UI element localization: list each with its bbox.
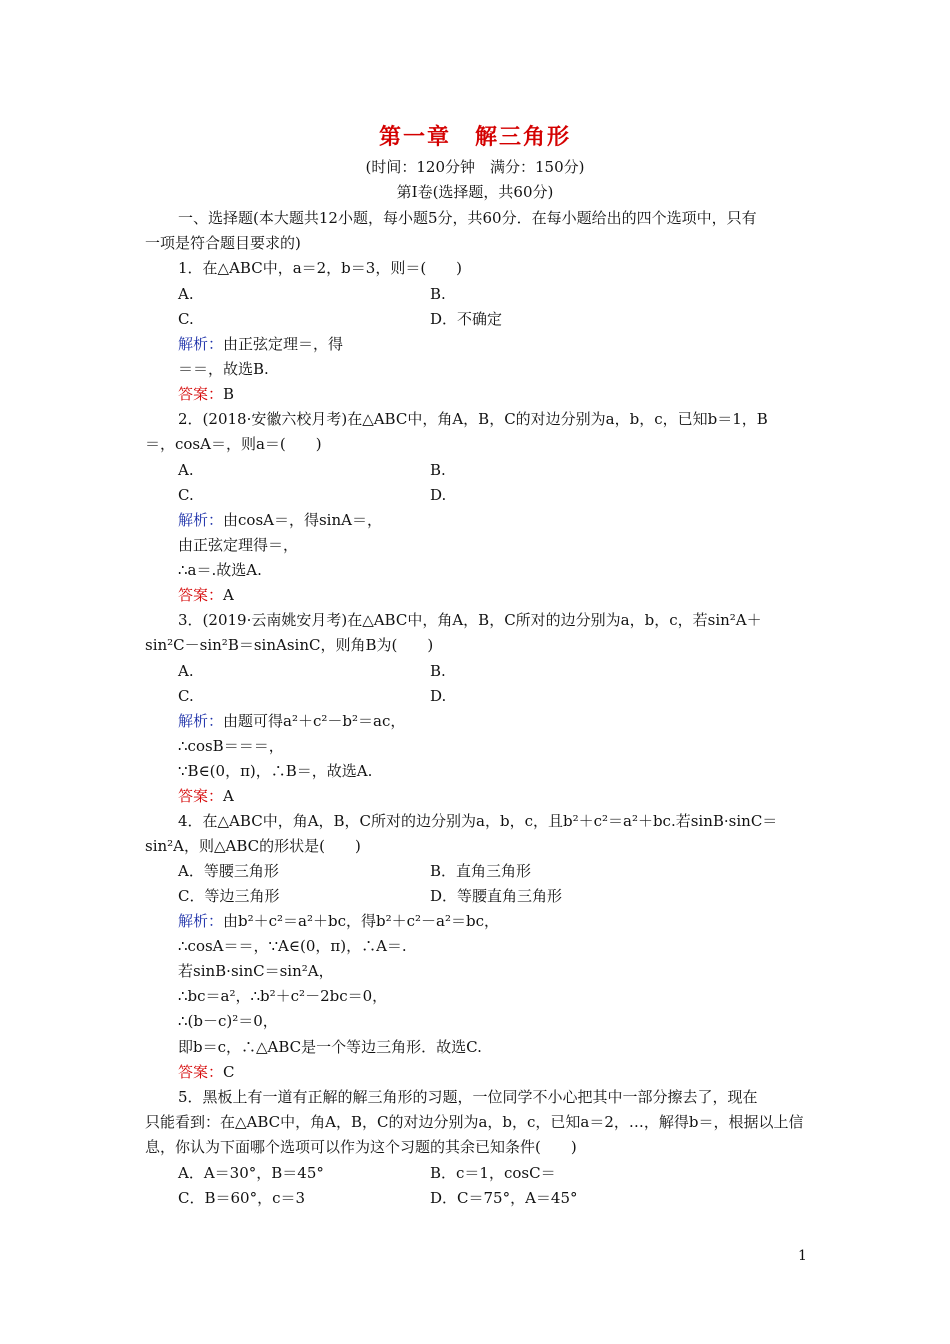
answer-value: C xyxy=(223,1063,235,1081)
analysis-text: 由正弦定理＝，得 xyxy=(223,335,344,353)
q3-answer-line xyxy=(178,786,234,806)
exam-time-info: (时间：120分钟 满分：150分) xyxy=(365,158,585,176)
question-5-stem-cont: 息，你认为下面哪个选项可以作为这个习题的其余已知条件( ) xyxy=(145,1138,577,1156)
q4-option-d: D．等腰直角三角形 xyxy=(430,887,563,905)
q4-analysis-line: 即b＝c，∴△ABC是一个等边三角形．故选C. xyxy=(178,1038,482,1056)
q1-analysis-line: ＝＝，故选B. xyxy=(178,360,269,378)
question-3-stem: 3．(2019·云南姚安月考)在△ABC中，角A，B，C所对的边分别为a，b，c，若sin²A＋ xyxy=(178,611,762,629)
q2-analysis-line xyxy=(178,510,382,530)
q2-option-a: A. xyxy=(178,461,194,479)
analysis-text: 由题可得a²＋c²－b²＝ac， xyxy=(223,712,406,730)
q3-option-d: D. xyxy=(430,687,447,705)
q1-option-d: D．不确定 xyxy=(430,310,503,328)
question-1-stem: 1．在△ABC中，a＝2，b＝3，则＝( ) xyxy=(178,259,463,277)
q3-option-b: B. xyxy=(430,662,446,680)
question-2-stem-cont: ＝，cosA＝，则a＝( ) xyxy=(145,435,322,453)
q5-option-b: B．c＝1，cosC＝ xyxy=(430,1164,556,1182)
analysis-text: 由cosA＝，得sinA＝， xyxy=(223,511,382,529)
analysis-label: 解析： xyxy=(178,912,224,930)
q2-option-c: C. xyxy=(178,486,194,504)
question-2-stem: 2．(2018·安徽六校月考)在△ABC中，角A，B，C的对边分别为a，b，c，已知b＝1，B xyxy=(178,410,768,428)
chapter-title: 第一章 解三角形 xyxy=(378,124,571,150)
answer-value: B xyxy=(223,385,235,403)
q2-analysis-line: 由正弦定理得＝， xyxy=(178,536,299,554)
q4-analysis-line: 若sinB·sinC＝sin²A， xyxy=(178,962,334,980)
q3-analysis-line: ∴cosB＝＝＝， xyxy=(178,737,284,755)
analysis-text: 由b²＋c²＝a²＋bc，得b²＋c²－a²＝bc， xyxy=(223,912,499,930)
answer-label: 答案： xyxy=(178,1063,224,1081)
q1-option-c: C. xyxy=(178,310,194,328)
page-number: 1 xyxy=(798,1248,807,1264)
q2-answer-line xyxy=(178,585,234,605)
q2-analysis-line: ∴a＝.故选A. xyxy=(178,561,262,579)
q4-analysis-line: ∴cosA＝＝，∵A∈(0，π)，∴A＝. xyxy=(178,937,407,955)
question-5-stem: 5．黑板上有一道有正解的解三角形的习题，一位同学不小心把其中一部分擦去了，现在 xyxy=(178,1088,758,1106)
q4-option-b: B．直角三角形 xyxy=(430,862,532,880)
question-4-stem-cont: sin²A，则△ABC的形状是( ) xyxy=(145,837,361,855)
question-3-stem-cont: sin²C－sin²B＝sinAsinC，则角B为( ) xyxy=(145,636,434,654)
answer-value: A xyxy=(223,787,234,805)
answer-label: 答案： xyxy=(178,787,224,805)
answer-value: A xyxy=(223,586,234,604)
q2-option-d: D. xyxy=(430,486,447,504)
q4-analysis-line xyxy=(178,911,499,931)
analysis-label: 解析： xyxy=(178,712,224,730)
q4-option-a: A．等腰三角形 xyxy=(178,862,279,880)
q1-answer-line xyxy=(178,384,234,404)
q4-answer-line xyxy=(178,1062,235,1082)
q4-analysis-line: ∴bc＝a²，∴b²＋c²－2bc＝0， xyxy=(178,987,388,1005)
q5-option-a: A．A＝30°，B＝45° xyxy=(178,1164,324,1182)
q3-option-c: C. xyxy=(178,687,194,705)
q5-option-d: D．C＝75°，A＝45° xyxy=(430,1189,578,1207)
section-instructions-cont: 一项是符合题目要求的) xyxy=(145,234,301,252)
answer-label: 答案： xyxy=(178,586,224,604)
q3-option-a: A. xyxy=(178,662,194,680)
q5-option-c: C．B＝60°，c＝3 xyxy=(178,1189,306,1207)
analysis-label: 解析： xyxy=(178,335,224,353)
q1-analysis-line xyxy=(178,334,343,354)
q3-analysis-line xyxy=(178,711,405,731)
q4-analysis-line: ∴(b－c)²＝0， xyxy=(178,1012,278,1030)
answer-label: 答案： xyxy=(178,385,224,403)
part-heading: 第Ⅰ卷(选择题，共60分) xyxy=(396,183,554,201)
section-instructions: 一、选择题(本大题共12小题，每小题5分，共60分．在每小题给出的四个选项中，只有 xyxy=(178,209,757,227)
question-5-stem-cont: 只能看到：在△ABC中，角A，B，C的对边分别为a，b，c，已知a＝2，…，解得b＝，根据以上信 xyxy=(145,1113,804,1131)
question-4-stem: 4．在△ABC中，角A，B，C所对的边分别为a，b，c，且b²＋c²＝a²＋bc.若sinB·sinC＝ xyxy=(178,812,778,830)
analysis-label: 解析： xyxy=(178,511,224,529)
q3-analysis-line: ∵B∈(0，π)，∴B＝，故选A. xyxy=(178,762,373,780)
q4-option-c: C．等边三角形 xyxy=(178,887,280,905)
q1-option-b: B. xyxy=(430,285,446,303)
q2-option-b: B. xyxy=(430,461,446,479)
q1-option-a: A. xyxy=(178,285,194,303)
